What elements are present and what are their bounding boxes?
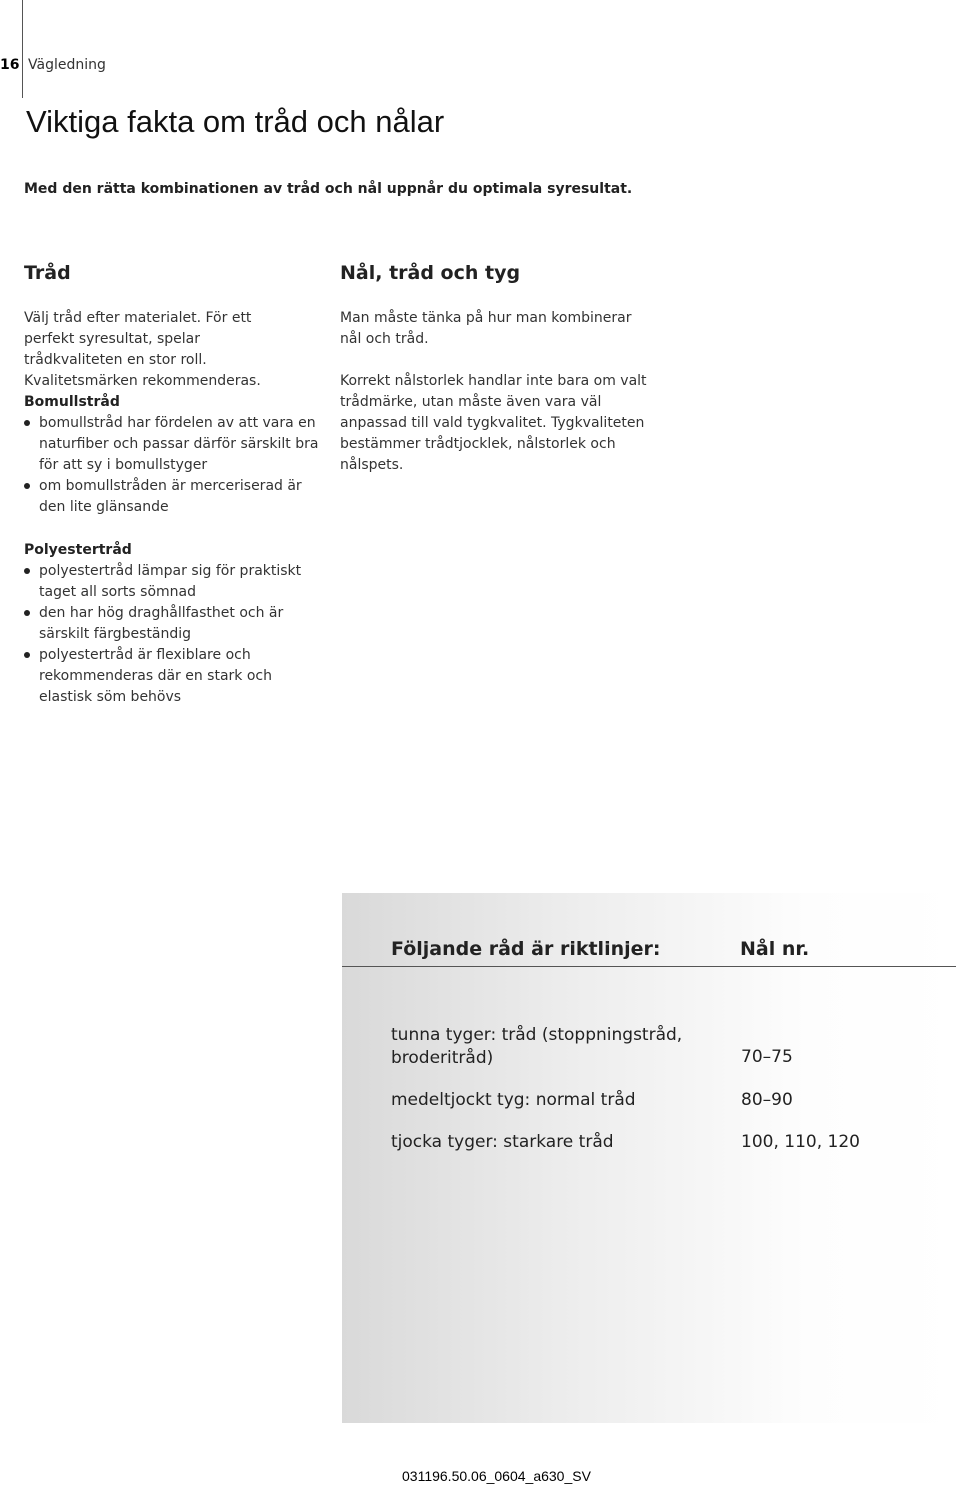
bomull-list: [24, 413, 324, 518]
nal-paragraph: Korrekt nålstorlek handlar inte bara om valt trådmärke, utan måste även vara väl anpassad till vald tygkvalitet. Tygkvaliteten bestämmer trådtjocklek, nålstorlek och nålspets.: [340, 373, 647, 473]
intro-text: Med den rätta kombinationen av tråd och nål uppnår du optimala syresultat.: [24, 181, 633, 197]
guidelines-panel: [342, 893, 960, 1423]
guideline-row-value: 100, 110, 120: [741, 1132, 860, 1152]
section-label: Vägledning: [28, 57, 106, 73]
nal-heading: Nål, tråd och tyg: [340, 262, 521, 284]
guideline-row-label: tunna tyger: tråd (stoppningstråd, broderitråd): [391, 1025, 683, 1068]
page-title: Viktiga fakta om tråd och nålar: [26, 104, 445, 139]
list-item: bomullstråd har fördelen av att vara en naturfiber och passar därför särskilt bra för att sy i bomullstyger: [24, 413, 324, 476]
bomull-heading: Bomullstråd: [24, 394, 120, 410]
guidelines-heading: Följande råd är riktlinjer:: [391, 938, 661, 960]
page-number: 16: [0, 57, 20, 73]
polyester-heading: Polyestertråd: [24, 542, 132, 558]
list-item: om bomullstråden är merceriserad är den lite glänsande: [24, 476, 324, 518]
list-item: den har hög draghållfasthet och är särskilt färgbeständig: [24, 603, 324, 645]
header-divider: [22, 0, 23, 98]
polyester-list: [24, 561, 324, 708]
list-item: polyestertråd är flexiblare och rekommenderas där en stark och elastisk söm behövs: [24, 645, 324, 708]
guidelines-divider: [342, 966, 956, 967]
list-item: polyestertråd lämpar sig för praktiskt taget all sorts sömnad: [24, 561, 324, 603]
needle-number-heading: Nål nr.: [740, 938, 810, 960]
nal-paragraph: Man måste tänka på hur man kombinerar nål och tråd.: [340, 310, 632, 347]
document-code: 031196.50.06_0604_a630_SV: [402, 1468, 591, 1484]
trad-heading: Tråd: [24, 262, 71, 284]
guideline-row-value: 70–75: [741, 1047, 793, 1067]
guideline-row-label: medeltjockt tyg: normal tråd: [391, 1090, 636, 1110]
guideline-row-label: tjocka tyger: starkare tråd: [391, 1132, 614, 1152]
guideline-row-value: 80–90: [741, 1090, 793, 1110]
trad-paragraph: Välj tråd efter materialet. För ett perfekt syresultat, spelar trådkvaliteten en stor roll. Kvalitetsmärken rekommenderas.: [24, 310, 261, 389]
